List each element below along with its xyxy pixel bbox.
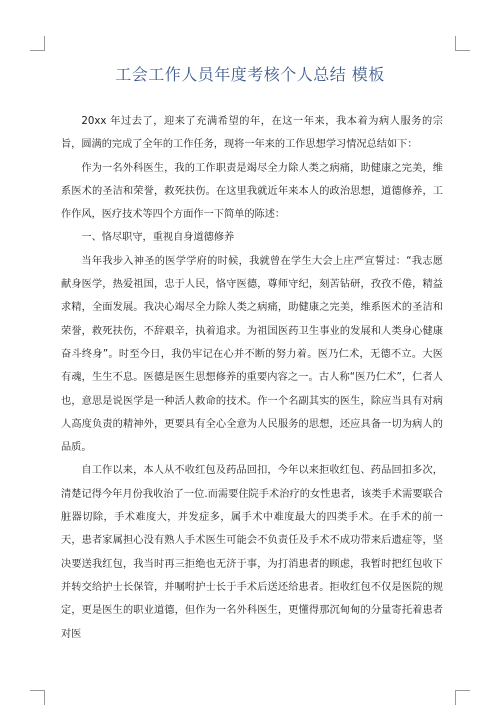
paragraph-red-envelope: 自工作以来，本人从不收红包及药品回扣，今年以来拒收红包、药品回扣多次，清楚记得今年月份我收治了一位.而需要住院手术治疗的女性患者，该类手术需要联合脏器切除，手术难度大，并发症多，属手术中难度最大的四类手术。在手术的前一天，患者家属担心没有熟人手术医生可能会不负责任及手术不成功带来后遗症等，坚决要送我红包，我当时再三拒绝也无济于事，为打消患者的顾虑，我暂时把红包收下并转交给护士长保管，并嘱咐护士长于手术后送还给患者。拒收红包不仅是医院的规定，更是医生的职业道德，但作为一名外科医生，更懂得那沉甸甸的分量寄托着患者对医	[61, 465, 443, 640]
page-corner-mark-bottom-left	[30, 690, 45, 705]
page-corner-mark-top-left	[30, 36, 45, 51]
paragraph-intro: 20xx 年过去了，迎来了充满希望的年，在这一年来，我本着为病人服务的宗旨，圆满的完成了全年的工作任务，现将一年来的工作思想学习情况总结如下：	[61, 116, 443, 151]
section-heading: 一、恪尽职守，重视自身道德修养	[81, 232, 235, 244]
page-corner-mark-top-right	[455, 36, 470, 51]
paragraph-role: 作为一名外科医生，我的工作职责是竭尽全力除人类之病痛，助健康之完美，维系医术的圣洁和荣誉，救死扶伤。在这里我就近年来本人的政治思想，道德修养，工作作风，医疗技术等四个方面作一下简单的陈述：	[61, 162, 443, 221]
document-title: 工会工作人员年度考核个人总结 模板	[115, 65, 385, 84]
document-body	[61, 110, 443, 646]
paragraph-oath: 当年我步入神圣的医学学府的时候，我就曾在学生大会上庄严宣誓过：“我志愿献身医学，热爱祖国，忠于人民，恪守医德，尊师守纪，刻苦钻研，孜孜不倦，精益求精，全面发展。我决心竭尽全力除人类之病痛，助健康之完美，维系医术的圣洁和荣誉，救死扶伤，不辞艰辛，执着追求。为祖国医药卫生事业的发展和人类身心健康奋斗终身”。时至今日，我仍牢记在心并不断的努力着。医乃仁术，无德不立。大医有魂，生生不息。医德是医生思想修养的重要内容之一。古人称“医乃仁术”，仁者人也，意思是说医学是一种活人救命的技术。作一个名副其实的医生，除应当具有对病人高度负责的精神外，更要具有全心全意为人民服务的思想，还应具备一切为病人的品质。	[61, 255, 443, 454]
page-corner-mark-bottom-right	[455, 690, 470, 705]
